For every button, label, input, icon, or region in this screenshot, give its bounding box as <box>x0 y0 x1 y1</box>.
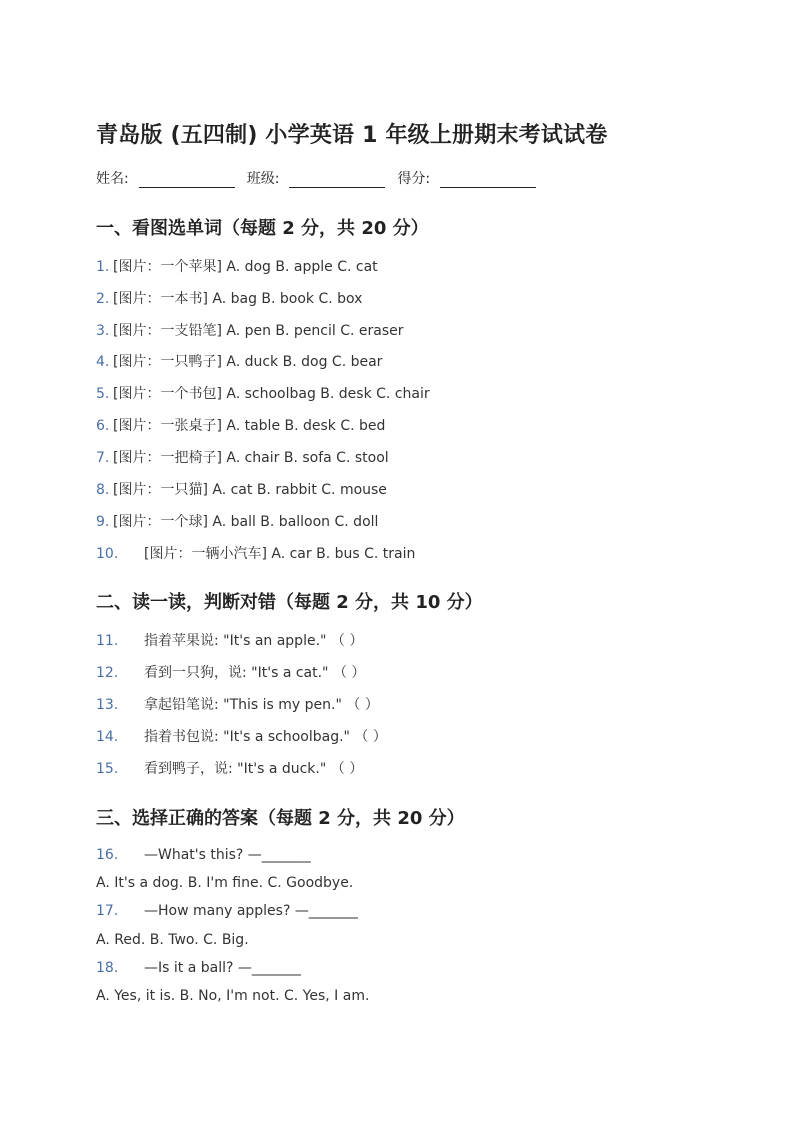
question-number: 10. <box>96 546 119 562</box>
question-9 <box>96 511 378 531</box>
question-13 <box>96 694 379 714</box>
question-text: [图片：一张桌子] A. table B. desk C. bed <box>113 418 386 434</box>
question-text: 看到一只狗，说: "It's a cat." （ ） <box>144 665 366 681</box>
question-text: [图片：一只鸭子] A. duck B. dog C. bear <box>113 354 383 370</box>
question-number: 7. <box>96 450 110 466</box>
question-number: 8. <box>96 482 110 498</box>
page-title: 青岛版 (五四制) 小学英语 1 年级上册期末考试试卷 <box>96 123 608 148</box>
question-text: [图片：一支铅笔] A. pen B. pencil C. eraser <box>113 323 404 339</box>
question-4 <box>96 351 382 371</box>
question-text: —How many apples? —_______ <box>144 903 358 919</box>
question-number: 2. <box>96 291 110 307</box>
question-18-options: A. Yes, it is. B. No, I'm not. C. Yes, I am. <box>96 988 370 1004</box>
question-number: 3. <box>96 323 110 339</box>
question-text: [图片：一只猫] A. cat B. rabbit C. mouse <box>113 482 387 498</box>
question-number: 9. <box>96 514 110 530</box>
question-text: —Is it a ball? —_______ <box>144 960 301 976</box>
question-text: —What's this? —_______ <box>144 847 311 863</box>
class-blank <box>289 171 385 188</box>
question-number: 18. <box>96 960 119 976</box>
question-number: 11. <box>96 633 119 649</box>
name-label: 姓名: <box>96 171 129 187</box>
question-number: 17. <box>96 903 119 919</box>
question-text: 指着书包说: "It's a schoolbag." （ ） <box>144 729 387 745</box>
name-blank <box>139 171 235 188</box>
question-5 <box>96 383 430 403</box>
question-text: [图片：一辆小汽车] A. car B. bus C. train <box>144 546 416 562</box>
question-number: 5. <box>96 386 110 402</box>
question-12 <box>96 662 365 682</box>
question-text: [图片：一把椅子] A. chair B. sofa C. stool <box>113 450 389 466</box>
score-label: 得分: <box>397 171 431 187</box>
question-text: [图片：一个苹果] A. dog B. apple C. cat <box>113 259 378 275</box>
question-7 <box>96 447 389 467</box>
question-16 <box>96 847 311 863</box>
question-number: 6. <box>96 418 110 434</box>
question-text: [图片：一个球] A. ball B. balloon C. doll <box>113 514 379 530</box>
question-10 <box>96 543 415 563</box>
question-number: 16. <box>96 847 119 863</box>
student-info-row <box>96 168 548 188</box>
question-text: [图片：一本书] A. bag B. book C. box <box>113 291 363 307</box>
question-15 <box>96 758 363 778</box>
question-1 <box>96 256 378 276</box>
question-17 <box>96 903 358 919</box>
section-heading-2: 二、读一读，判断对错（每题 2 分，共 10 分） <box>96 592 483 613</box>
question-14 <box>96 726 387 746</box>
section-heading-3: 三、选择正确的答案（每题 2 分，共 20 分） <box>96 808 465 829</box>
section-heading-1: 一、看图选单词（每题 2 分，共 20 分） <box>96 218 429 239</box>
question-number: 12. <box>96 665 119 681</box>
question-6 <box>96 415 385 435</box>
question-11 <box>96 630 363 650</box>
question-18 <box>96 960 301 976</box>
question-2 <box>96 288 362 308</box>
question-16-options: A. It's a dog. B. I'm fine. C. Goodbye. <box>96 875 354 891</box>
question-text: 指着苹果说: "It's an apple." （ ） <box>144 633 364 649</box>
question-number: 13. <box>96 697 119 713</box>
question-number: 14. <box>96 729 119 745</box>
question-8 <box>96 479 387 499</box>
question-17-options: A. Red. B. Two. C. Big. <box>96 932 249 948</box>
question-3 <box>96 320 404 340</box>
question-number: 4. <box>96 354 110 370</box>
class-label: 班级: <box>246 171 280 187</box>
question-text: 拿起铅笔说: "This is my pen." （ ） <box>144 697 379 713</box>
question-number: 1. <box>96 259 110 275</box>
question-text: [图片：一个书包] A. schoolbag B. desk C. chair <box>113 386 430 402</box>
question-number: 15. <box>96 761 119 777</box>
score-blank <box>440 171 536 188</box>
question-text: 看到鸭子，说: "It's a duck." （ ） <box>144 761 364 777</box>
